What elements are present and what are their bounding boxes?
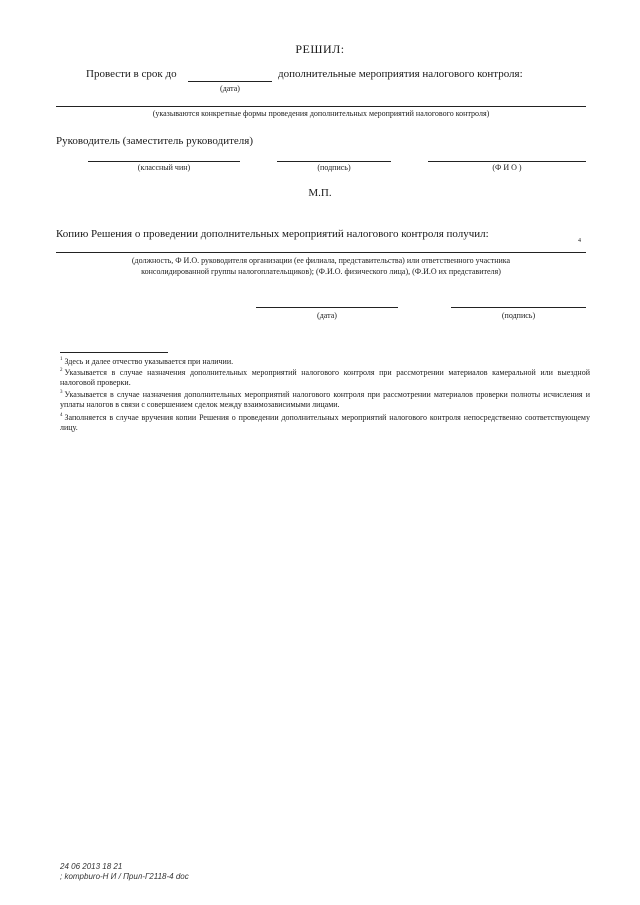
- forms-line: [56, 106, 586, 107]
- file-stamp-path: ; kompburo-Н И / Прил-Г2118-4 doc: [60, 872, 189, 881]
- footnote-3: [60, 390, 590, 410]
- stamp-place-label: М.П.: [308, 187, 332, 199]
- footnote-4-number: 4: [60, 413, 63, 418]
- forms-caption: (указываются конкретные формы проведения дополнительных мероприятий налогового контроля): [152, 109, 490, 118]
- footnote-mark-4: 4: [578, 238, 581, 244]
- footnote-3-number: 3: [60, 390, 63, 395]
- footnote-2: [60, 368, 590, 388]
- footnote-1-text: Здесь и далее отчество указывается при наличии.: [64, 357, 234, 366]
- receipt-date-caption: (дата): [317, 311, 337, 320]
- file-stamp-datetime: 24 06 2013 18 21: [60, 862, 123, 871]
- conduct-lead-text: Провести в срок до: [86, 68, 177, 80]
- head-fio-caption: (Ф И О ): [492, 163, 522, 172]
- head-signature-caption: (подпись): [317, 163, 351, 172]
- footnote-separator: [60, 352, 168, 353]
- head-signature-line: [277, 161, 391, 162]
- recipient-caption-line2: консолидированной группы налогоплательщиков); (Ф.И.О. физического лица), (Ф.И.О их представителя): [141, 267, 501, 276]
- recipient-line: [56, 252, 586, 253]
- receipt-date-line: [256, 307, 398, 308]
- copy-received-text: Копию Решения о проведении дополнительных мероприятий налогового контроля получил:: [56, 228, 489, 240]
- head-fio-line: [428, 161, 586, 162]
- footnote-1-number: 1: [60, 357, 63, 362]
- footnote-3-text: Указывается в случае назначения дополнительных мероприятий налогового контроля при рассмотрении материалов проверки полноты исчисления и уплаты налогов в связи с совершением сделок между взаимозависимыми лицами.: [60, 390, 590, 409]
- footnote-1: [60, 357, 590, 367]
- receipt-signature-caption: (подпись): [501, 311, 536, 320]
- receipt-signature-line: [451, 307, 586, 308]
- page-title: РЕШИЛ:: [295, 42, 345, 56]
- deadline-date-line: [188, 81, 272, 82]
- deadline-date-caption: (дата): [220, 84, 240, 93]
- conduct-tail-text: дополнительные мероприятия налогового контроля:: [278, 68, 523, 80]
- footnote-4: [60, 413, 590, 433]
- footnote-4-text: Заполняется в случае вручения копии Решения о проведении дополнительных мероприятий налогового контроля непосредственно соответствующему лицу.: [60, 413, 590, 432]
- footnote-2-number: 2: [60, 368, 63, 373]
- footnote-2-text: Указывается в случае назначения дополнительных мероприятий налогового контроля при рассмотрении материалов камеральной или выездной налоговой проверки.: [60, 368, 590, 387]
- head-rank-line: [88, 161, 240, 162]
- recipient-caption-line1: (должность, Ф И.О. руководителя организации (ее филиала, представительства) или ответственного участника: [131, 256, 511, 265]
- head-label: Руководитель (заместитель руководителя): [56, 135, 253, 147]
- head-rank-caption: (классный чин): [137, 163, 191, 172]
